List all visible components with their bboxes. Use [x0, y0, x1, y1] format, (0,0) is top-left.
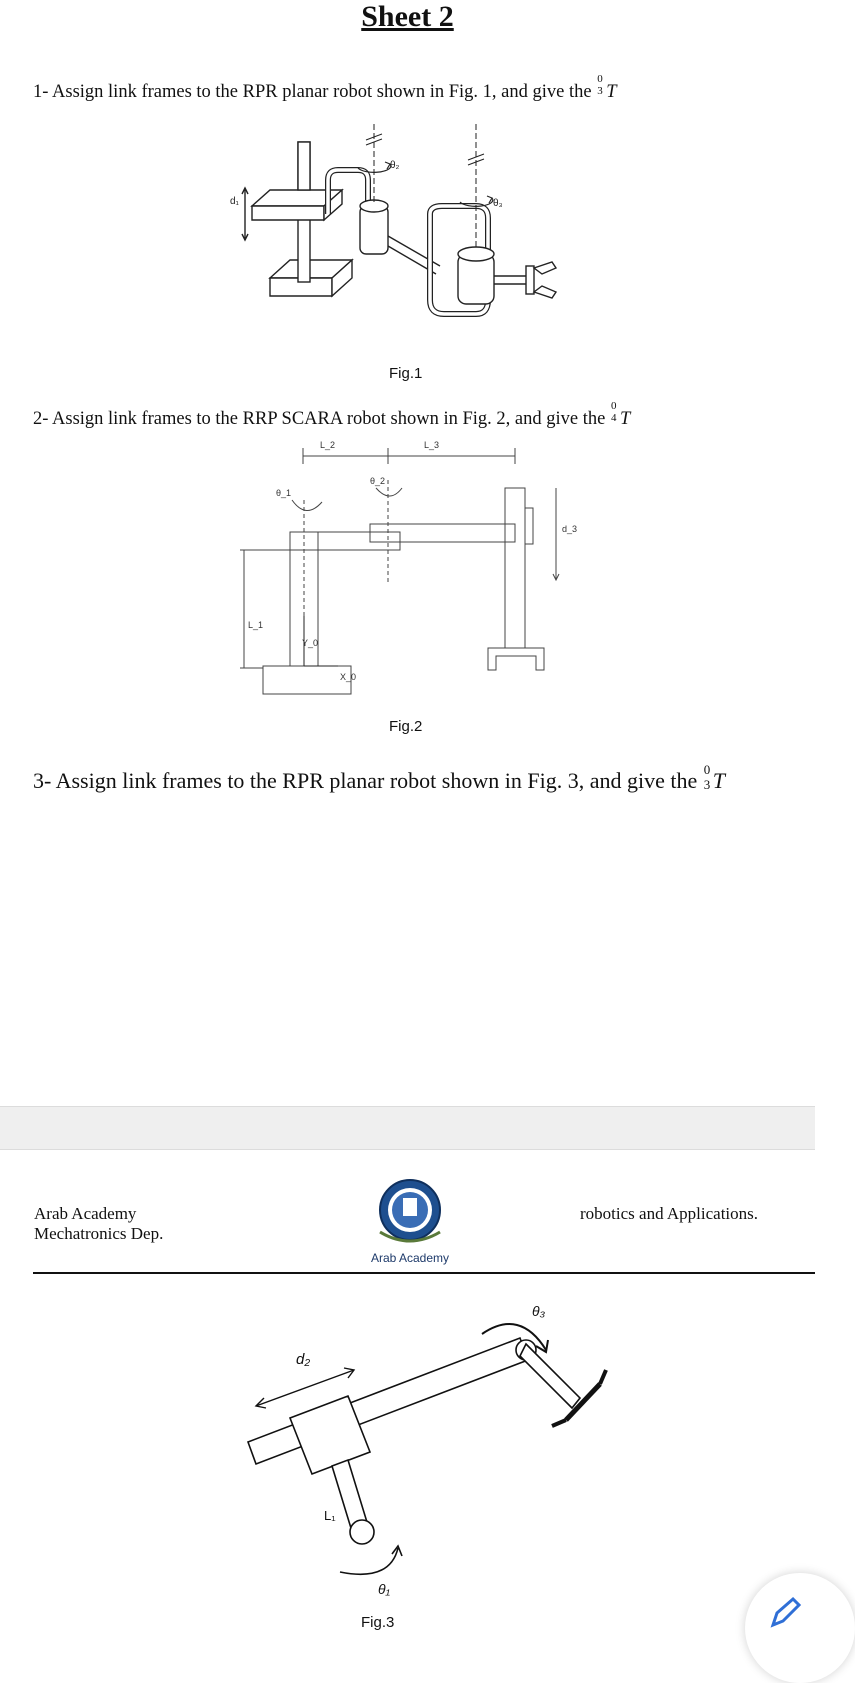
figure-1-caption: Fig.1	[389, 365, 423, 382]
question-1	[33, 73, 617, 103]
fig3-label-theta3: θ₃	[532, 1303, 546, 1319]
fig2-label-theta2: θ_2	[370, 476, 386, 486]
question-3-transform-symbol: T	[712, 768, 725, 793]
question-3	[33, 762, 725, 794]
edit-fab-button[interactable]	[745, 1573, 855, 1683]
fig3-label-d2: d₂	[296, 1351, 311, 1368]
sheet-title: Sheet 2	[361, 0, 454, 33]
figure-1-rpr-robot	[230, 118, 590, 348]
logo-text: Arab Academy	[370, 1251, 450, 1265]
fig2-label-X0: X_0	[340, 672, 357, 682]
fig2-label-theta1: θ_1	[276, 488, 292, 498]
fig3-label-L1: L₁	[324, 1508, 336, 1523]
fig2-label-L2: L_2	[320, 440, 336, 450]
footer-course: robotics and Applications.	[580, 1204, 759, 1223]
arab-academy-logo	[360, 1176, 460, 1270]
figure-3-rpr-robot	[220, 1303, 640, 1620]
fig2-label-L3: L_3	[424, 440, 440, 450]
figure-2-scara-robot	[230, 440, 590, 700]
fig2-label-d3: d_3	[562, 524, 578, 534]
fig1-label-d1: d₁	[230, 196, 239, 207]
question-3-text: 3- Assign link frames to the RPR planar robot shown in Fig. 3, and give the	[33, 768, 703, 793]
fig2-label-L1: L_1	[248, 620, 264, 630]
fig1-label-theta3: θ₃	[493, 198, 503, 209]
question-2-text: 2- Assign link frames to the RRP SCARA robot shown in Fig. 2, and give the	[33, 409, 610, 429]
fig2-label-Y0: Y_0	[302, 638, 319, 648]
pencil-icon	[767, 1595, 803, 1631]
page-break	[0, 1106, 815, 1150]
question-1-text: 1- Assign link frames to the RPR planar robot shown in Fig. 1, and give the	[33, 82, 597, 102]
question-1-transform-index: 0 3	[597, 73, 603, 97]
question-2-transform-symbol: T	[619, 409, 631, 429]
question-1-transform-symbol: T	[606, 82, 617, 102]
question-2	[33, 400, 631, 430]
figure-2-caption: Fig.2	[389, 718, 423, 735]
question-3-transform-index: 0 3	[703, 762, 711, 792]
fig3-label-theta1: θ₁	[378, 1581, 391, 1597]
figure-3-caption: Fig.3	[361, 1614, 395, 1631]
footer-academy: Arab Academy	[34, 1204, 137, 1223]
fig1-label-theta2: θ₂	[390, 160, 400, 171]
footer-left	[34, 1204, 163, 1244]
footer-rule	[33, 1272, 815, 1274]
question-2-transform-index: 0 4	[610, 400, 617, 424]
footer-department: Mechatronics Dep.	[34, 1224, 164, 1243]
